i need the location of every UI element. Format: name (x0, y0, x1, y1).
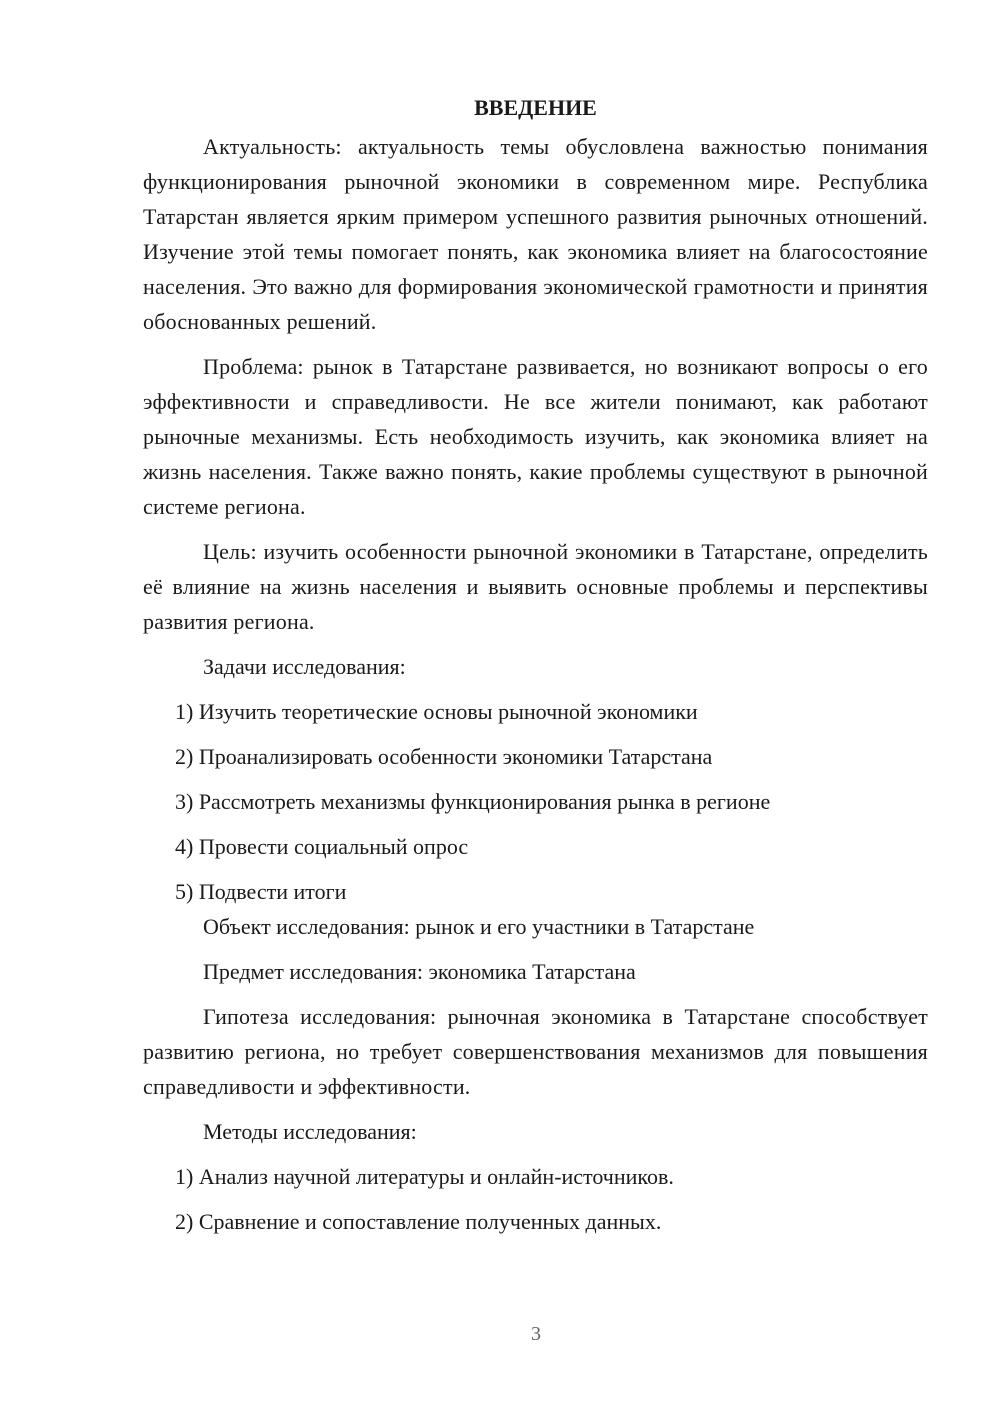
problem-paragraph: Проблема: рынок в Татарстане развивается, но возникают вопросы о его эффективности и справедливости. Не все жители понимают, как работают рыночные механизмы. Есть необходимость изучить, как экономика влияет на жизнь населения. Также важно понять, какие проблемы существуют в рыночной системе региона. (143, 354, 928, 519)
methods-heading: Методы исследования: (203, 1119, 417, 1144)
method-item: 2) Сравнение и сопоставление полученных данных. (175, 1209, 662, 1234)
document-page (143, 90, 928, 1249)
task-item: 1) Изучить теоретические основы рыночной экономики (175, 699, 698, 724)
research-object: Объект исследования: рынок и его участники в Татарстане (203, 914, 755, 939)
page-number: 3 (531, 1323, 541, 1345)
task-item: 2) Проанализировать особенности экономики Татарстана (175, 744, 713, 769)
hypothesis-paragraph: Гипотеза исследования: рыночная экономика в Татарстане способствует развитию региона, но требует совершенствования механизмов для повышения справедливости и эффективности. (143, 1004, 928, 1099)
research-subject: Предмет исследования: экономика Татарстана (203, 959, 636, 984)
relevance-paragraph: Актуальность: актуальность темы обусловлена важностью понимания функционирования рыночной экономики в современном мире. Республика Татарстан является ярким примером успешного развития рыночных отношений. Изучение этой темы помогает понять, как экономика влияет на благосостояние населения. Это важно для формирования экономической грамотности и принятия обоснованных решений. (143, 134, 928, 334)
method-item: 1) Анализ научной литературы и онлайн-источников. (175, 1164, 674, 1189)
section-title: ВВЕДЕНИЕ (474, 95, 597, 120)
task-item: 3) Рассмотреть механизмы функционирования рынка в регионе (175, 789, 771, 814)
task-item: 4) Провести социальный опрос (175, 834, 469, 859)
tasks-heading: Задачи исследования: (203, 654, 406, 679)
goal-paragraph: Цель: изучить особенности рыночной экономики в Татарстане, определить её влияние на жизнь населения и выявить основные проблемы и перспективы развития региона. (143, 539, 928, 634)
task-item: 5) Подвести итоги (175, 879, 347, 904)
